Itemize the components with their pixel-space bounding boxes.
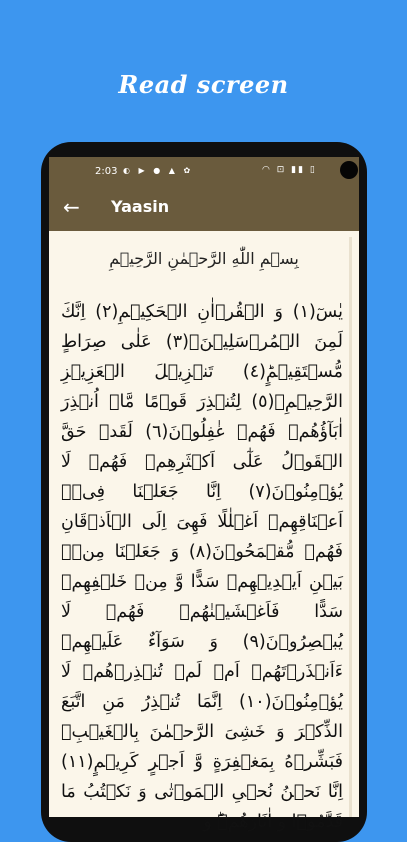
app-screen <box>49 157 359 832</box>
app-bar <box>49 185 359 231</box>
notification-icons: ◐ ▶ ● ▲ ✿ <box>123 166 194 175</box>
promo-title: Read screen <box>118 70 289 99</box>
status-time: 2:03 <box>95 166 118 177</box>
status-bar <box>49 157 359 185</box>
back-arrow-icon[interactable]: ← <box>63 195 80 219</box>
surah-verses-text: يٰسٓ‏(١) وَ الۡقُرۡاٰنِ الۡحَكِيۡمِ‏(٢) اِنَّكَ لَمِنَ الۡمُرۡسَلِيۡنَۙ‏(٣) عَلٰى صِرَاطٍ مُّسۡتَقِيۡمٍؕ‏(٤) تَنۡزِيۡلَ الۡعَزِيۡزِ الرَّحِيۡمِۙ‏(٥) لِتُنۡذِرَ قَوۡمًا مَّاۤ اُنۡذِرَ اٰبَآؤُهُمۡ فَهُمۡ غٰفِلُوۡنَ‏(٦) لَقَدۡ حَقَّ الۡقَوۡلُ عَلٰٓى اَكۡثَرِهِمۡ فَهُمۡ لَا يُؤۡمِنُوۡنَ‏(٧) اِنَّا جَعَلۡنَا فِىۡۤ اَعۡنَاقِهِمۡ اَغۡلٰلًا فَهِىَ اِلَى الۡاَذۡقَانِ فَهُمۡ مُّقۡمَحُوۡنَ‏(٨) وَ جَعَلۡنَا مِنۡۢ بَيۡنِ اَيۡدِيۡهِمۡ سَدًّا وَّ مِنۡ خَلۡفِهِمۡ سَدًّا فَاَغۡشَيۡنٰهُمۡ فَهُمۡ لَا يُبۡصِرُوۡنَ‏(٩) وَ سَوَآءٌ عَلَيۡهِمۡ ءَاَنۡذَرۡتَهُمۡ اَمۡ لَمۡ تُنۡذِرۡهُمۡ لَا يُؤۡمِنُوۡنَ‏(١٠) اِنَّمَا تُنۡذِرُ مَنِ اتَّبَعَ الذِّكۡرَ وَ خَشِىَ الرَّحۡمٰنَ بِالۡغَيۡبِ‌ۚ فَبَشِّرۡهُ بِمَغۡفِرَةٍ وَّ اَجۡرٍ كَرِيۡمٍ‏(١١) اِنَّا نَحۡنُ نُحۡىِ الۡمَوۡتٰى وَ نَكۡتُبُ مَا قَدَّمُوۡا وَ اٰثَارَهُمۡ‌ؕ وَ <box>61 302 343 832</box>
system-status-icons: ◠ ⊡ ▮▮ ▯ <box>262 165 317 175</box>
scrollbar[interactable] <box>349 237 352 817</box>
camera-cutout <box>340 161 358 179</box>
page-title: Yaasin <box>111 197 170 216</box>
bismillah-heading: بِسۡمِ اللّٰهِ الرَّحۡمٰنِ الرَّحِيۡمِ <box>109 249 299 268</box>
